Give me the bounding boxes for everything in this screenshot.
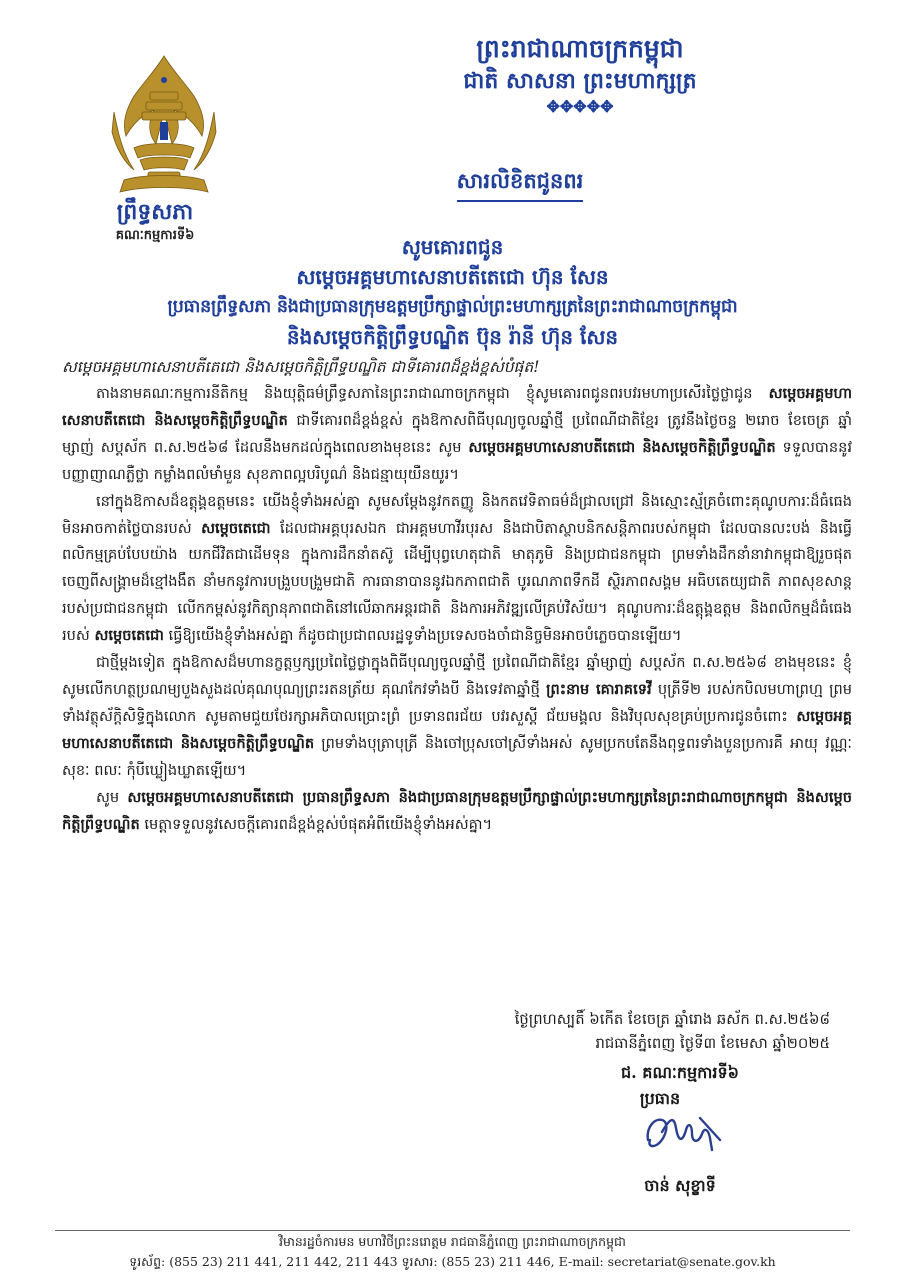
national-motto [300,32,860,116]
signatory-name: ចាន់ សុខ្ខាទី [644,1176,716,1195]
bold-text-run: សម្តេចអគ្គមហាសេនាបតីតេជោ និងសម្តេចកិត្តិព្រឹទ្ធបណ្ឌិត [62,707,852,752]
date-block [430,1008,830,1056]
kingdom-name: ព្រះរាជាណាចក្រកម្ពុជា [476,34,684,63]
bold-text-run: សម្តេចអគ្គមហាសេនាបតីតេជោ និងសម្តេចកិត្តិព្រឹទ្ធបណ្ឌិត [468,438,776,456]
committee-name: គណៈកម្មការទី៦ [115,228,195,243]
addressee-greeting: សូមគោរពជូន [401,235,504,259]
bold-text-run: សម្តេចតេជោ [94,627,164,645]
on-behalf-of: ជ. គណៈកម្មការទី៦ [621,1063,739,1082]
body-paragraph-3 [62,650,852,785]
senate-emblem-icon [104,52,224,202]
handwritten-signature-icon [640,1110,730,1160]
text-run: តាងនាមគណៈកម្មការនីតិកម្ម និងយុត្តិធម៌ព្រឹទ្ធសភានៃព្រះរាជាណាចក្រកម្ពុជា ខ្ញុំសូមគោរពជូនពរបវរមហាប្រសើរថ្លៃថ្លាជូន [96,385,769,402]
salutation: សម្តេចអគ្គមហាសេនាបតីតេជោ និងសម្តេចកិត្តិព្រឹទ្ធបណ្ឌិត ជាទីគោរពដ៏ខ្ពង់ខ្ពស់បំផុត! [62,358,540,376]
bold-text-run: សម្តេចអគ្គមហាសេនាបតីតេជោ និងសម្តេចកិត្តិព្រឹទ្ធបណ្ឌិត [62,385,852,429]
footer-divider [55,1230,850,1231]
signatory-role: ប្រធាន [639,1089,681,1108]
bold-text-run: សម្តេចតេជោ [201,519,271,537]
motto-ornament: ✥✥✥✥✥ [546,97,614,116]
text-run: មេត្តាទទួលនូវសេចក្តីគោរពដ៏ខ្ពង់ខ្ពស់បំផុតអំពីយើងខ្ញុំទាំងអស់គ្នា។ [139,815,493,833]
addressee-title: ប្រធានព្រឹទ្ធសភា និងជាប្រធានក្រុមឧត្តមប្រឹក្សាផ្ទាល់ព្រះមហាក្សត្រនៃព្រះរាជាណាចក្រកម្ពុជា [167,297,738,317]
text-run: ជាទីគោរពដ៏ខ្ពង់ខ្ពស់ ក្នុងឱកាសពិធីបុណ្យចូលឆ្នាំថ្មី ប្រពៃណីជាតិខ្មែរ ត្រូវនឹងថ្ងៃចន្ទ ២រោច ខែចេត្រ ឆ្នាំម្សាញ់ សប្តស័ក ព.ស.២៥៦៨ ដែលនឹងមកដល់ក្នុងពេលខាងមុខនេះ សូម [62,411,853,456]
text-run: ជាថ្មីម្តងទៀត ក្នុងឱកាសដ៏មហានក្ខត្តឫក្សប្រពៃថ្លៃថ្លាក្នុងពិធីបុណ្យចូលឆ្នាំថ្មី ប្រពៃណីជាតិខ្មែរ ឆ្នាំម្សាញ់ សប្តស័ក ព.ស.២៥៦៨ ខាងមុខនេះ ខ្ញុំសូមលើកហត្ថប្រណម្យបួងសួងដល់គុណបុណ្យព្រះរតនត្រ័យ គុណកែវទាំងបី និងទេវតាឆ្នាំថ្មី [62,654,852,698]
motto-text: ជាតិ សាសនា ព្រះមហាក្សត្រ [463,68,697,94]
body-paragraph-4 [62,785,852,839]
text-run: សូម [96,788,128,806]
text-run: ព្រមទាំងបុត្រាបុត្រី និងចៅប្រុសចៅស្រីទាំងអស់ សូមប្រកបតែនឹងពុទ្ធពរទាំងបួនប្រការគឺ អាយុ វណ្ណៈ សុខៈ ពលៈ កុំបីឃ្លៀងឃ្លាតឡើយ។ [62,734,852,779]
addressee-block [55,232,850,352]
lunar-date: ថ្ងៃព្រហស្បតិ៍ ៦កើត ខែចេត្រ ឆ្នាំរោង ឆស័ក ព.ស.២៥៦៨ [514,1011,830,1028]
document-title [300,168,740,202]
addressee-spouse: និងសម្តេចកិត្តិព្រឹទ្ធបណ្ឌិត ប៊ុន រ៉ានី ហ៊ុន សែន [286,325,619,349]
organization-name: ព្រឹទ្ធសភា [116,199,194,225]
text-run: នៅក្នុងឱកាសដ៏ឧត្តុង្គឧត្តមនេះ យើងខ្ញុំទាំងអស់គ្នា សូមសម្តែងនូវកតញ្ញូ និងកតវេទិតាធម៌ដ៏ជ្រាលជ្រៅ និងស្មោះស្ម័គ្រចំពោះគុណូបការៈដ៏ធំធេងមិនអាចកាត់ថ្លៃបានរបស់ [62,492,852,537]
body-paragraph-1 [62,381,852,489]
footer-contact: ទូរស័ព្ទ: (855 23) 211 441, 211 442, 211 443 ទូរសារ: (855 23) 211 446, E-mail: secretariat@senate.gov.kh [129,1254,776,1269]
bold-text-run: សម្តេចអគ្គមហាសេនាបតីតេជោ ប្រធានព្រឹទ្ធសភា និងជាប្រធានក្រុមឧត្តមប្រឹក្សាផ្ទាល់ព្រះមហាក្សត្រនៃព្រះរាជាណាចក្រកម្ពុជា និងសម្តេចកិត្តិព្រឹទ្ធបណ្ឌិត [62,788,852,833]
signature-block [560,1060,800,1195]
addressee-name: សម្តេចអគ្គមហាសេនាបតីតេជោ ហ៊ុន សែន [296,265,609,289]
text-run: ធ្វើឱ្យយើងខ្ញុំទាំងអស់គ្នា ក៏ដូចជាប្រជាពលរដ្ឋទូទាំងប្រទេសចងចាំជានិច្ចមិនអាចបំភ្លេចបានឡើយ។ [163,627,682,645]
footer-address: វិមានរដ្ឋចំការមន មហាវិថីព្រះនរោត្តម រាជធានីភ្នំពេញ ព្រះរាជាណាចក្រកម្ពុជា [279,1234,626,1249]
letter-body [62,381,852,838]
text-run: ដែលជាអគ្គបុរសឯក ជាអគ្គមហាវីរបុរស និងជាបិតាស្ថាបនិកសន្តិភាពរបស់កម្ពុជា ដែលបានលះបង់ និងធ្វើពលិកម្មគ្រប់បែបយ៉ាង យកជីវិតជាដើមទុន ក្នុងការដឹកនាំតស៊ូ ដើម្បីបុព្វហេតុជាតិ មាតុភូមិ និងប្រជាជនកម្ពុជា ព្រមទាំងដឹកនាំនាវាកម្ពុជាឱ្យរួចផុតចេញពីសង្គ្រាមដ៏ខ្មៅងងឹត នាំមកនូវការបង្រួបបង្រួមជាតិ ការធានាបាននូវឯកភាពជាតិ បូរណភាពទឹកដី ស្ថិរភាពសង្គម អធិបតេយ្យជាតិ ភាពសុខសាន្តរបស់ប្រជាជនកម្ពុជា លើកកម្ពស់នូវកិត្យានុភាពជាតិនៅលើឆាកអន្តរជាតិ និងការអភិវឌ្ឍលើគ្រប់វិស័យ។ គុណូបការៈដ៏ឧត្តុង្គឧត្តម និងពលិកម្មដ៏ធំធេងរបស់ [62,519,852,645]
solar-date: រាជធានីភ្នំពេញ ថ្ងៃទី៣ ខែមេសា ឆ្នាំ២០២៥ [595,1035,830,1052]
footer [55,1232,850,1272]
body-paragraph-2 [62,489,852,650]
text-run: បុត្រីទី២ របស់កបិលមហាព្រហ្ម ព្រមទាំងវត្ថុស័ក្តិសិទ្ធិក្នុងលោក សូមតាមជួយថែរក្សាអភិបាលប្រោះព្រំ ប្រទានពរជ័យ បវរសួស្តី ជ័យមង្គល និងវិបុលសុខគ្រប់ប្រការជូនចំពោះ [62,680,852,725]
text-run: ទទួលបាននូវបញ្ញាញាណភ្លឺថ្លា កម្លាំងពលំមាំមួន សុខភាពល្អបរិបូណ៌ និងជន្មាយុយឺនយូរ។ [62,438,852,483]
bold-text-run: ព្រះនាម គោរាគទេវី [546,680,652,698]
document-title-text: សារលិខិតជូនពរ [457,168,584,202]
